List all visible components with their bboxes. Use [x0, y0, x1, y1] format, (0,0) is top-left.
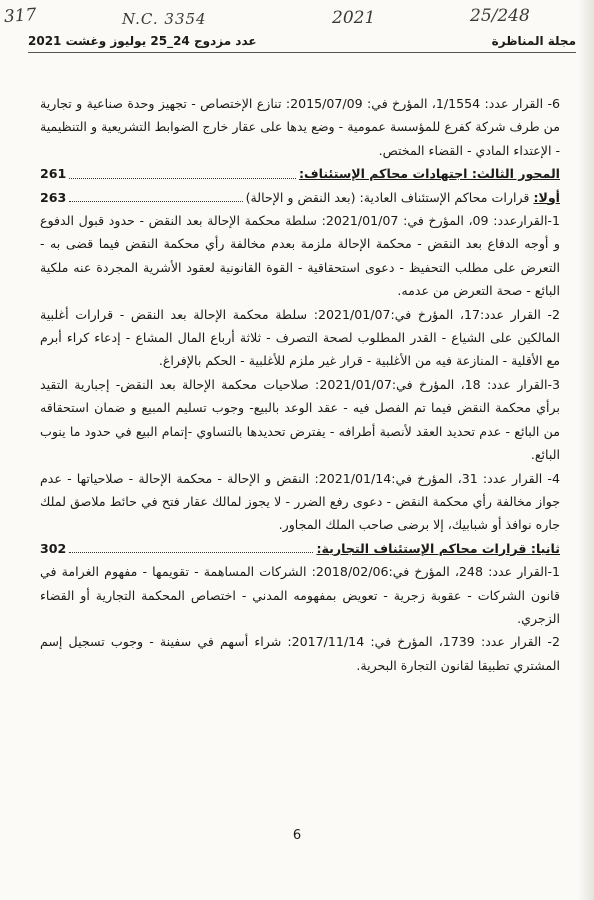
toc-page-number: 302 [40, 540, 67, 556]
header-divider [28, 52, 576, 53]
section-title: المحور الثالث: اجتهادات محاكم الإستئناف: [299, 166, 560, 182]
handwritten-number: 317 [3, 4, 38, 28]
paragraph-1: 6- القرار عدد: 1/1554، المؤرخ في: 2015/07/09: تنازع الإختصاص - تجهيز وحدة صناعية و تجارية من طرف شركة كفرع للمؤسسة عمومية - وضع يدها على عقار خارج الضوابط التشريعية و التنظيمية - الإعتداء المادي - القضاء المختص. [40, 96, 561, 158]
toc-entry-lead: ثانيا: [530, 540, 560, 556]
section-heading-3 [40, 162, 560, 185]
issue-label: عدد مزدوج 24_25 يوليوز وغشت 2021 [28, 34, 257, 48]
toc-entry-2 [40, 537, 560, 560]
paragraph-5: 4- القرار عدد: 31، المؤرخ في:2021/01/14: النقض و الإحالة - محكمة الإحالة - صلاحياتها - عدم جواز مخالفة رأي محكمة النقض - دعوى رفع الضرر - لا يجوز لمالك عقار فتح في حائط ملاصق لملك جاره نوافذ أو شبابيك، إلا برضى صاحب الملك المجاور. [40, 470, 560, 533]
toc-entry-text: قرارات محاكم الإستئناف العادية: (بعد النقض و الإحالة) [245, 189, 534, 205]
page-edge-shadow [578, 0, 594, 900]
page-header [28, 34, 576, 50]
toc-entry-1 [40, 186, 560, 209]
dot-leader [69, 537, 313, 553]
paragraph-7: 2- القرار عدد: 1739، المؤرخ في: 2017/11/14: شراء أسهم في سفينة - وجوب تسجيل إسم المشتري تطبيقا لقانون التجارة البحرية. [40, 634, 560, 673]
paragraph-3: 2- القرار عدد:17، المؤرخ في:2021/01/07: سلطة محكمة الإحالة بعد النقض - قرارات أغلبية المالكين على الشياع - القدر المطلوب لصحة التصرف - ثلاثة أرباع المال المشاع - إدعاء كراء أبرم مع الأقلية - المنازعة فيه من الأغلبية - قرار غير ملزم للأغلبية - الحكم بالإفراغ. [40, 306, 560, 369]
handwritten-reference: N.C. 3354 [122, 10, 207, 28]
paragraph-2: 1-القرارعدد: 09، المؤرخ في: 2021/01/07: سلطة محكمة الإحالة بعد النقض - حدود قبول الدفوع و أوجه الدفاع بعد النقض - محكمة الإحالة ملزمة بعدم مخالفة رأي محكمة النقض فيما قضى به - التعرض على مطلب التحفيظ - دعوى استحقاقية - القوة القانونية لعقود الأشرية المجردة عنه ملكية البائع - صحة التعرض من عدمه. [40, 213, 560, 299]
paragraph-6: 1-القرار عدد: 248، المؤرخ في:2018/02/06: الشركات المساهمة - تقويمها - مفهوم الغرامة في قانون الشركات - عقوبة زجرية - تعويض بمفهومه المدني - اختصاص المحكمة التجارية أو القضاء الزجري. [40, 564, 561, 626]
dot-leader [69, 186, 242, 202]
page-number: 6 [292, 828, 302, 843]
toc-page-number: 263 [40, 189, 67, 205]
paragraph-4: 3-القرار عدد: 18، المؤرخ في:2021/01/07: صلاحيات محكمة الإحالة بعد النقض- إجبارية التقيد برأي محكمة النقض فيما تم الفصل فيه - عقد الوعد بالبيع- وجوب تسليم المبيع و ضمان استحقاقه من البائع - عدم تحديد العقد لأنصبة أطرافه - يفترض تحديدها بالتساوي -إتمام البيع في حدود ما ينوب البائع. [40, 376, 561, 463]
dot-leader [69, 162, 296, 178]
toc-entry-lead: أولا: [533, 189, 560, 205]
document-body [40, 92, 560, 677]
section-page-number: 261 [40, 166, 67, 182]
journal-title: مجلة المناظرة [491, 34, 576, 48]
handwritten-year: 2021 [332, 8, 376, 28]
handwritten-code: 25/248 [470, 6, 530, 26]
toc-entry-text: قرارات محاكم الإستئناف التجارية: [316, 540, 531, 556]
